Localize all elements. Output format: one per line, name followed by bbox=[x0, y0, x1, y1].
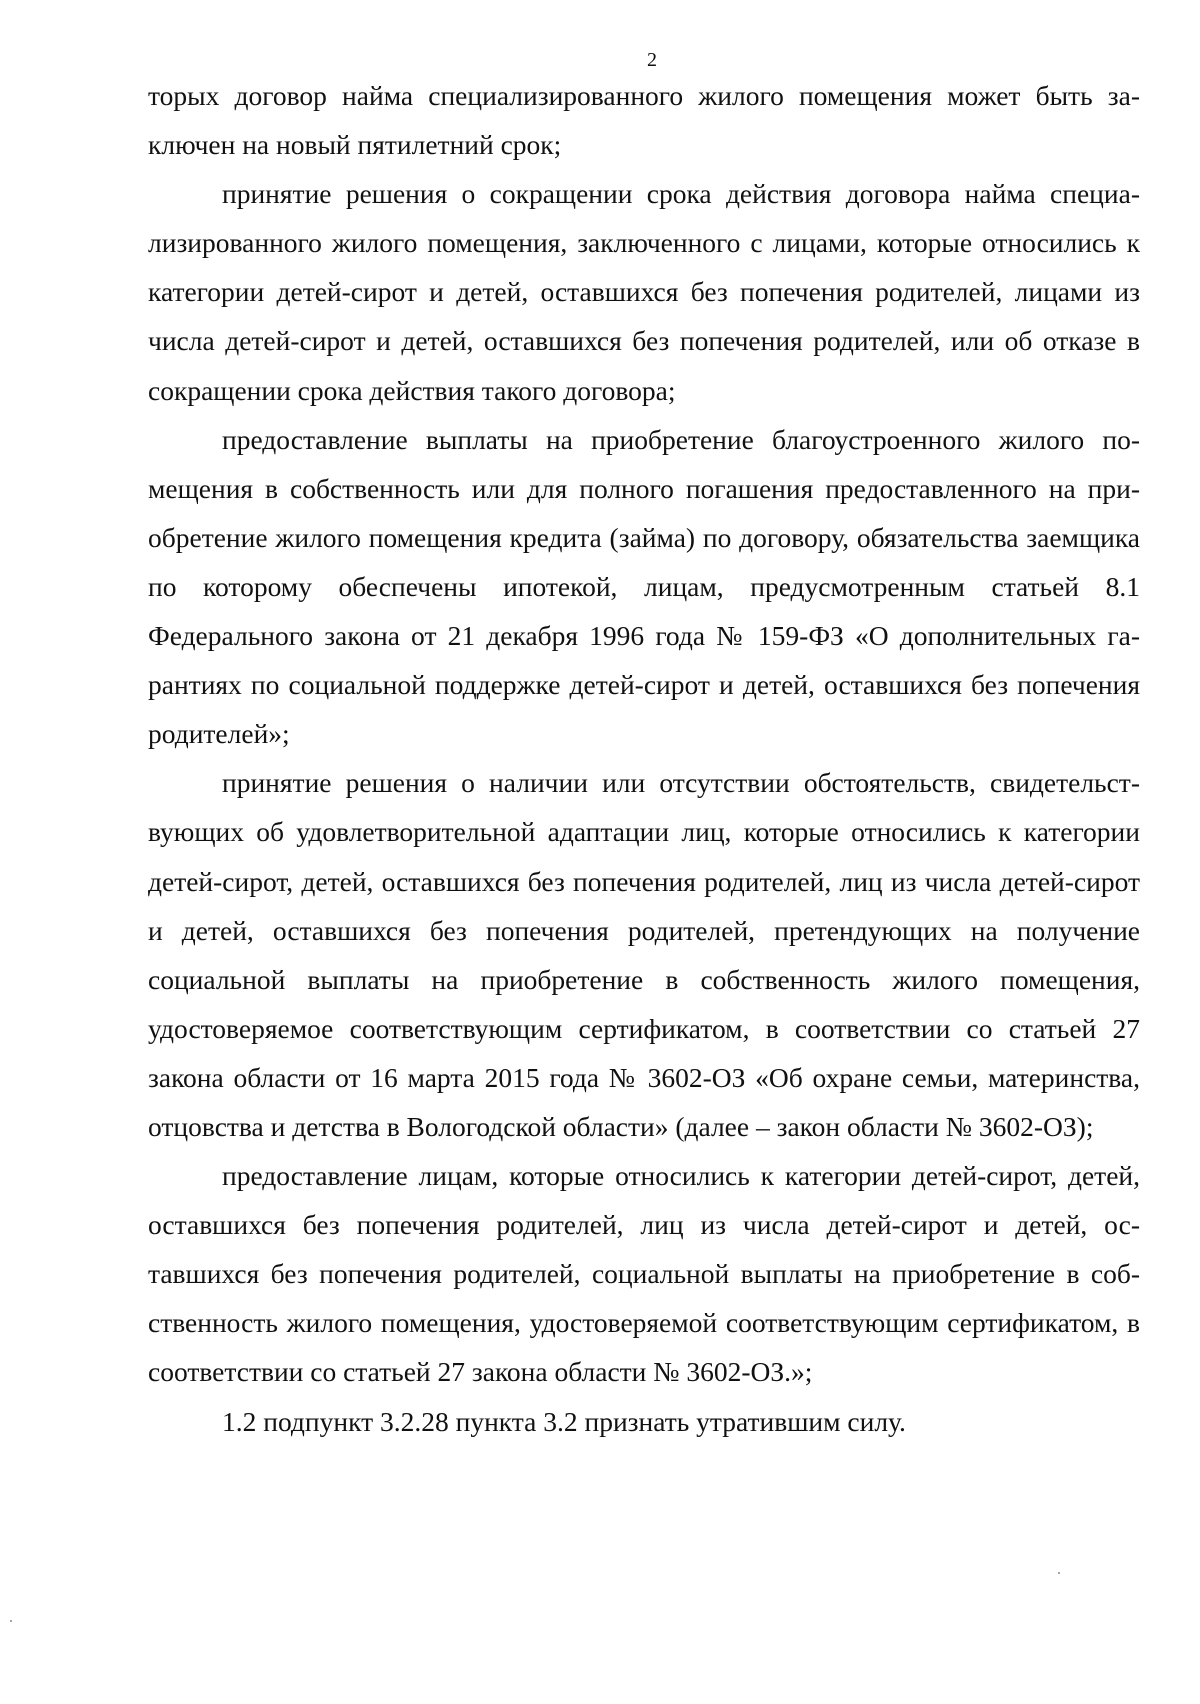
paragraph-housing-payment: предоставление выплаты на приобретение благоустроенного жилого помещения в собственность или для полного погашения предоставленного на приобретение жилого помещения кредита (займа) по договору, обязательства заемщика по которому обеспечены ипотекой, лицам, предусмотренным статьей 8.1 Федерального закона от 21 декабря 1996 года № 159-ФЗ «О дополнительных гарантиях по социальной поддержке детей-сирот и детей, оставшихся без попечения родителей»; bbox=[148, 423, 1140, 750]
document-body bbox=[148, 71, 1140, 1446]
scan-speck bbox=[1058, 1572, 1060, 1574]
paragraph-subclause-repeal: 1.2 подпункт 3.2.28 пункта 3.2 признать утратившим силу. bbox=[222, 1405, 906, 1437]
paragraph-adaptation-decision: принятие решения о наличии или отсутствии обстоятельств, свидетельствующих об удовлетворительной адаптации лиц, которые относились к категории детей-сирот, детей, оставшихся без попечения родителей, лиц из числа детей-сирот и детей, оставшихся без попечения родителей, претендующих на получение социальной выплаты на приобретение в собственность жилого помещения, удостоверяемое соответствующим сертификатом, в соответствии со статьей 27 закона области от 16 марта 2015 года № 3602-ОЗ «Об охране семьи, материнства, отцовства и детства в Вологодской области» (далее – закон области № 3602-ОЗ); bbox=[148, 767, 1140, 1142]
paragraph-social-payment: предоставление лицам, которые относились к категории детей-сирот, детей, оставшихся без попечения родителей, лиц из числа детей-сирот и детей, оставшихся без попечения родителей, социальной выплаты на приобретение в собственность жилого помещения, удостоверяемой соответствующим сертификатом, в соответствии со статьей 27 закона области № 3602-ОЗ.»; bbox=[148, 1160, 1140, 1388]
page-number: 2 bbox=[647, 49, 657, 71]
paragraph-contract-term-reduction: принятие решения о сокращении срока действия договора найма специализированного жилого помещения, заключенного с лицами, которые относились к категории детей-сирот и детей, оставшихся без попечения родителей, лицами из числа детей-сирот и детей, оставшихся без попечения родителей, или об отказе в сокращении срока действия такого договора; bbox=[148, 178, 1140, 406]
scan-speck bbox=[10, 1620, 12, 1622]
paragraph-continuation: торых договор найма специализированного жилого помещения может быть заключен на новый пятилетний срок; bbox=[148, 80, 1140, 161]
